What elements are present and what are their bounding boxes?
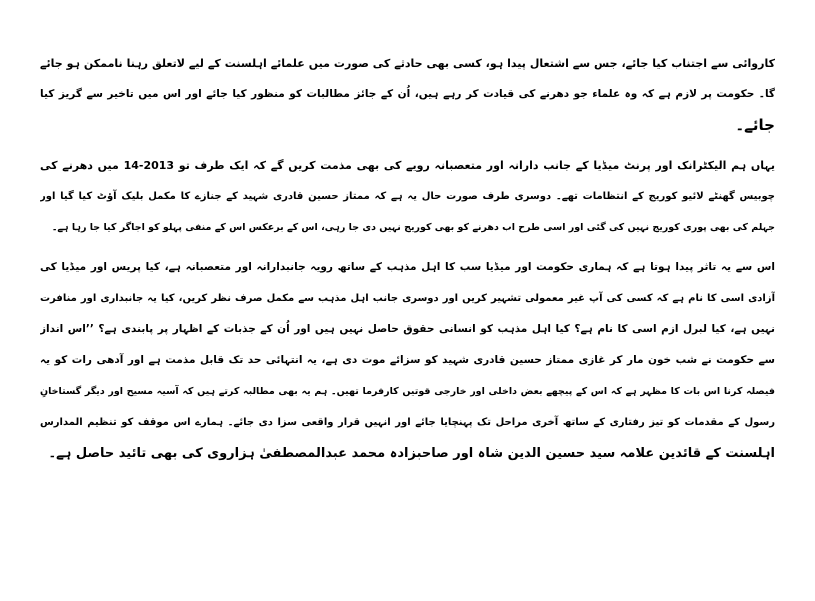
text-line: جائے۔ (735, 116, 775, 134)
paragraph-3 (40, 252, 775, 469)
text-line: رسول کے مقدمات کو تیز رفتاری کے ساتھ آخری مراحل تک پہنچایا جائے اور انہیں قرار واقعی سزا دی جائے۔ ہمارے اس موقف کو تنظیم المدارس (40, 417, 775, 428)
text-line: چوبیس گھنٹے لائیو کوریج کے انتظامات تھے۔ دوسری طرف صورت حال یہ ہے کہ ممتاز حسین قادری شہید کے جنازے کا مکمل بلیک آؤٹ کیا گیا اور (40, 191, 775, 202)
text-line: نہیں ہے، کیا لبرل ازم اسی کا نام ہے؟ کیا اہل مذہب کو انسانی حقوق حاصل نہیں ہیں اور اُن کے جذبات کے اظہار پر پابندی ہے؟ ’’اس انداز (40, 323, 775, 335)
text-line: آزادی اسی کا نام ہے کہ کسی کی آپ غیر معمولی تشہیر کریں اور دوسری جانب اہل مذہب سے مکمل صرف نظر کریں، کیا یہ جانبداری اور منافرت (40, 293, 775, 304)
text-line: اہلسنت کے قائدین علامہ سید حسین الدین شاہ اور صاحبزادہ محمد عبدالمصطفیٰ ہزاروی کی بھی تائید حاصل ہے۔ (48, 446, 775, 461)
paragraph-2 (40, 150, 775, 243)
paragraph-spacer (40, 141, 775, 150)
text-line: گا۔ حکومت پر لازم ہے کہ وہ علماء جو دھرنے کی قیادت کر رہے ہیں، اُن کے جائز مطالبات کو منظور کیا جائے اور اس میں تاخیر سے گریز کیا (40, 88, 775, 100)
text-line: جہلم کی بھی پوری کوریج نہیں کی گئی اور اسی طرح اب دھرنے کو بھی کوریج نہیں دی جا رہی، اس کے برعکس اس کے منفی پہلو کو اجاگر کیا جا رہا ہے۔ (51, 222, 775, 233)
document-body (40, 48, 775, 469)
text-line: سے حکومت نے شب خون مار کر غازی ممتاز حسین قادری شہید کو سزائے موت دی ہے، یہ انتہائی حد تک قابل مذمت ہے اور آدھی رات کو یہ (40, 354, 775, 366)
text-line: اس سے یہ تاثر پیدا ہوتا ہے کہ ہماری حکومت اور میڈیا سب کا اہل مذہب کے ساتھ رویہ جانبدارانہ اور متعصبانہ ہے، کیا پریس اور میڈیا کی (40, 261, 775, 273)
paragraph-1 (40, 48, 775, 141)
text-line: یہاں ہم الیکٹرانک اور پرنٹ میڈیا کے جانب دارانہ اور متعصبانہ رویے کی بھی مذمت کریں گے کہ ایک طرف تو 2013-14 میں دھرنے کی (40, 159, 775, 172)
paragraph-spacer (40, 243, 775, 252)
text-line: فیصلہ کرنا اس بات کا مظہر ہے کہ اس کے پیچھے بعض داخلی اور خارجی قوتیں کارفرما تھیں۔ ہم یہ بھی مطالبہ کرتے ہیں کہ آسیہ مسیح اور دیگر گستاخانِ (40, 386, 775, 397)
text-line: کاروائی سے اجتناب کیا جائے، جس سے اشتعال پیدا ہو، کسی بھی حادثے کی صورت میں علمائے اہلسنت کے لیے لاتعلق رہنا ناممکن ہو جائے (40, 57, 775, 70)
